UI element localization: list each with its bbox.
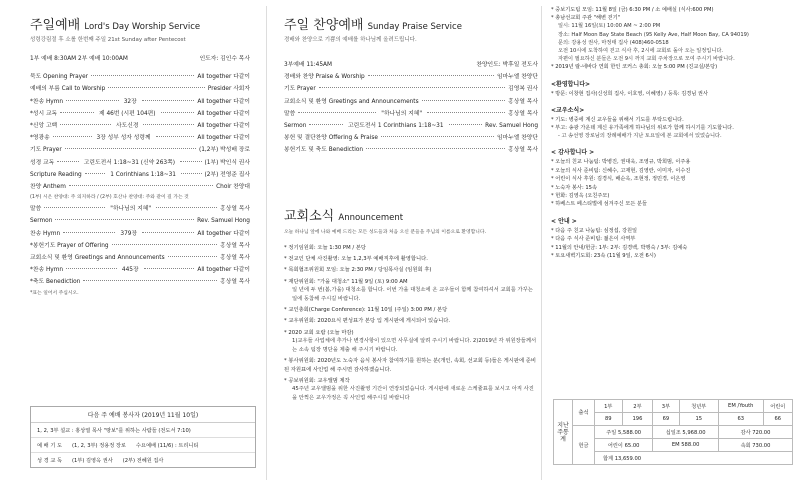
next-week-servers xyxy=(30,406,256,468)
praise-title: 주일 찬양예배 Sunday Praise Service xyxy=(284,18,462,33)
attendance-label: 출석 xyxy=(573,400,595,426)
last-week-stats-table: 지난주통계 출석 1부 2부 3부 청년부 EM /Youth 어린이 89 196 69 15 63 66 헌금 주일 5,588.00 십일조 5,968.00 감사 720.00 어린이 65.00 EM 588.00 속회 730.00 합계 13,659.00 xyxy=(553,399,793,465)
program-row: 봉헌기도 및 축도 Benediction 홍상열 목사 xyxy=(284,147,538,154)
program-row: 교회소식 및 환영 Greetings and Announcements 홍상열 목사 xyxy=(30,255,250,262)
program-row: Scripture Reading 1 Corinthians 1:18~31 (2부) 전영준 집사 xyxy=(30,171,251,178)
announcement-title: 교회소식 Announcement xyxy=(284,208,404,224)
program-row: 기도 Prayer 김영복 권사 xyxy=(284,86,538,93)
announcement-item: * 하베스트 페스티벌에 섬겨주신 모든 분들 xyxy=(551,201,648,208)
stand-footnote: *표는 일어서 주십시오. xyxy=(30,290,79,296)
news-top-list xyxy=(551,6,794,72)
announcement-item: * 헌화: 김영옥 (오친주모) xyxy=(551,193,610,200)
program-row: *축도 Benediction 홍상열 목사 xyxy=(30,279,250,286)
order-of-worship xyxy=(30,71,250,193)
service-subtitle: 성령강림절 후 소롤 한번째 주일 21st Sunday after Pentecost xyxy=(30,37,186,43)
announcement-item: * 어린이 식사 후원: 김경식, 배순옥, 조현정, 정민경, 이은영 xyxy=(551,176,686,183)
offering-label: 헌금 xyxy=(573,426,595,465)
program-row: 교회소식 및 환영 Greetings and Announcements 홍상열 목사 xyxy=(284,98,538,105)
program-row: Sermon Rev. Samuel Hong xyxy=(30,218,250,225)
column-divider-1 xyxy=(266,6,267,480)
thanks-heading: < 감사합니다 > xyxy=(551,149,595,157)
praise-order xyxy=(284,71,538,156)
column-divider-2 xyxy=(541,6,542,480)
announcement-item: * 토요새벽기도회: 23속 (11월 9일, 오전 6시) xyxy=(551,253,656,260)
program-row: 찬양 Anthem Choir 찬양대 xyxy=(30,184,250,191)
program-row: *찬송 Hymn 445장 All together 다같이 xyxy=(30,267,250,274)
announcement-item: * 11월의 안내/헌금: 1부: 2부: 김경백, 박행숙 / 3부: 김예숙 xyxy=(551,244,688,251)
announcement-intro: 오늘 하나님 앞에 나와 예배 드리는 모든 성도들과 처음 오신 분들을 주님의 이름으로 환영합니다. xyxy=(284,229,487,235)
announcement-item: * 기도: 병중에 계신 교우들을 위해서 기도를 부탁드립니다. xyxy=(551,116,684,123)
program-row: 말씀 "하나님의 지혜" 홍상열 목사 xyxy=(284,110,539,117)
announcement-item: * 오늘의 친교 나눔팀: 박병진, 권대욱, 조영규, 박희범, 이주용 xyxy=(551,159,691,166)
program-row: *성시 교독 제 46번 (시편 104편) All together 다같이 xyxy=(30,110,250,117)
praise-service-column xyxy=(270,0,538,486)
announcement-list xyxy=(284,244,538,403)
announcement-item: * 전교인 단체 사진촬영: 오늘 1,2,3부 예배직후에 촬영합니다. xyxy=(284,256,428,263)
member-news-heading: <교우소식> xyxy=(551,106,585,114)
announcement-item: * 교인총회(Charge Conference): 11월 10일 (주일) 3:00 PM / 본당 xyxy=(284,307,448,314)
program-row: 경배와 찬양 Praise & Worship 임마누엘 찬양단 xyxy=(284,74,538,81)
announcement-item: * 다음 주 식사 준비팀: 젊은이 사역부 xyxy=(551,236,636,243)
offering-total: 합계 13,659.00 xyxy=(595,452,793,465)
announcement-item: * 노숙자 봉사: 15속 xyxy=(551,184,597,191)
order-of-worship-2 xyxy=(30,203,250,288)
announcement-item: * 교우위원회: 2020요식 편성표가 본당 입 게시판에 게시되어 있습니다. xyxy=(284,318,451,325)
program-row: 예배의 부름 Call to Worship Presider 사회자 xyxy=(30,86,250,93)
praise-subtitle: 경배와 찬양으로 기쁨의 예배를 하나님께 올려드립니다. xyxy=(284,37,417,43)
next-week-row: 예 배 기 도 (1, 2, 3부) 정용정 장로 수요예배 (11/6) : 트리니티 xyxy=(31,438,255,453)
stats-side-label: 지난주통계 xyxy=(554,400,573,465)
service-title-en: Lord's Day Worship Service xyxy=(84,22,201,32)
praise-time: 3부예배 11:45AM 찬양인도: 박후일 전도사 xyxy=(284,62,538,68)
announcement-item: * 공보위원회: 교우앨범 제작 45주년 교우앨범을 위한 사진촬영 기간이 연장되었습니다. 게시판에 새로운 스케쥴표를 보시고 아직 사진을 안찍은 교우가정은 꼭 사인업 해주시길 바랍니다 xyxy=(284,377,534,401)
service-title-ko: 주일예배 xyxy=(30,18,81,33)
program-row: 말씀 "하나님의 지혜" 홍상열 목사 xyxy=(30,206,251,213)
program-row: *신앙 고백 사도신경 All together 다같이 xyxy=(30,123,250,130)
guide-heading: < 안내 > xyxy=(551,217,577,225)
program-row: 묵도 Opening Prayer All together 다같이 xyxy=(30,74,250,81)
announcement-item: * 봉사위원회: 2020년도 노숙자 음식 봉사자 참여하기를 원하는 분(개인, 속회, 선교회 등)들은 게시판에 준비된 자원표에 사인업 해 주시면 감사하겠습니다. xyxy=(284,358,536,373)
program-row: *찬송 Hymn 32장 All together 다같이 xyxy=(30,98,250,105)
program-row: *봉헌기도 Prayer of Offering 홍상열 목사 xyxy=(30,242,250,249)
program-row: 성경 교독 고린도전서 1:18~31 (신약 263쪽) (1부) 박인식 권사 xyxy=(30,159,251,166)
announcement-item: * 다음 주 친교 나눔팀: 심정섭, 강원일 xyxy=(551,227,638,234)
program-row: Sermon 고린도전서 1 Corinthians 1:18~31 Rev. Samuel Hong xyxy=(284,123,539,130)
welcome-heading: <환영합니다> xyxy=(551,80,591,88)
announcement-item: * 재단위원회: "가을 대청소" 11월 9일 (토) 9:00 AM 일 년에 두 번(봄,가을) 대청소를 합니다. 이번 가을 대청소에 온 교우들이 함께 참여하셔서 교회를 가꾸는 일에 동참해 주시길 바랍니다. xyxy=(284,278,533,302)
announcement-item: * 정기임원회: 오늘 1:30 PM / 본당 xyxy=(284,244,367,251)
anthem-note: (1부) 시온 찬양대: 주 의지하라 / (2부) 호산나 찬양대: 주와 같이 길 가는 것 xyxy=(30,195,189,201)
service-title xyxy=(30,14,250,33)
program-row: 봉헌 및 결단찬양 Offering & Praise 임마누엘 찬양단 xyxy=(284,135,538,142)
announcement-item: * 오늘의 식사 준비팀: 신혜수, 고재현, 김영란, 이미자, 이수진 xyxy=(551,167,691,174)
service-times: 1부 예배 8:30AM 2부 예배 10:00AM 인도자: 김인수 목사 xyxy=(30,56,250,62)
announcement-item: * 2020 교회 요람 (오늘 마감) 1)교우들 사업체에 추가나 변경사항이 있으면 사무실에 알려 주시기 바랍니다. 2)2019년 각 위원장들께서는 소속 팀장 명단을 제출 해 주시기 바랍니다. xyxy=(284,329,537,353)
announcement-item: * 총남선교회 주관 "해변 걷기" 일시: 11월 16일(토) 10:00 AM ~ 2:00 PM 장소: Half Moon Bay State Beach (95 Kelly Ave, Half Moon Bay, CA 94019) 문의: 강용성 권사, 마정태 집사 (408)460-0518 오전 10시에 도착하여 걷고 식사 후, 2시에 교회로 돌아 오는 일정입니다. 자편이 필요하신 분들은 오전 9시 까지 교회 주차장으로 모여 주시기 바랍니다. xyxy=(551,15,749,63)
announcement-item: * 부고: 송광 가운데 계신 유가족에게 하나님의 위로가 함께 하시기를 기도합니다. - 고 송선영 장로님의 장례예배가 지난 토요일에 본 교회에서 있었습니다. xyxy=(551,125,734,140)
program-row: *영광송 3장 성부 성자 성령께 All together 다같이 xyxy=(30,135,251,142)
next-week-row: 1, 2, 3부 설교 : 홍상열 목사 "땅보"를 위하는 사람들 (전도서 7:10) xyxy=(31,423,255,438)
announcement-item: * 2019년 랄-네바다 연회 한인 코커스 총회: 오늘 5:00 PM (진교실/본당) xyxy=(551,64,718,71)
next-week-header: 다음 주 예배 봉사자 (2019년 11월 10일) xyxy=(31,407,255,423)
next-week-row: 성 경 교 독 (1부) 김영옥 권사 (2부) 전혜원 집사 xyxy=(37,457,164,464)
program-row: 찬송 Hymn 379장 All together 다같이 xyxy=(30,230,250,237)
announcement-item: * 방문: 이창현 집사(신성희 집사, 이호영, 이혜영) / 등록: 김경님 권사 xyxy=(551,90,708,97)
announcement-item: * 중보기도팀 모임: 11월 8일 (금) 6:30 PM / 소 예배실 (식사:600 PM) xyxy=(551,7,714,13)
announcement-item: * 목회협조위원회 모임: 오늘 2:30 PM / 당임목사실 (임원회 후) xyxy=(284,267,432,274)
program-row: 기도 Prayer (1,2부) 박성배 장로 xyxy=(30,147,250,154)
